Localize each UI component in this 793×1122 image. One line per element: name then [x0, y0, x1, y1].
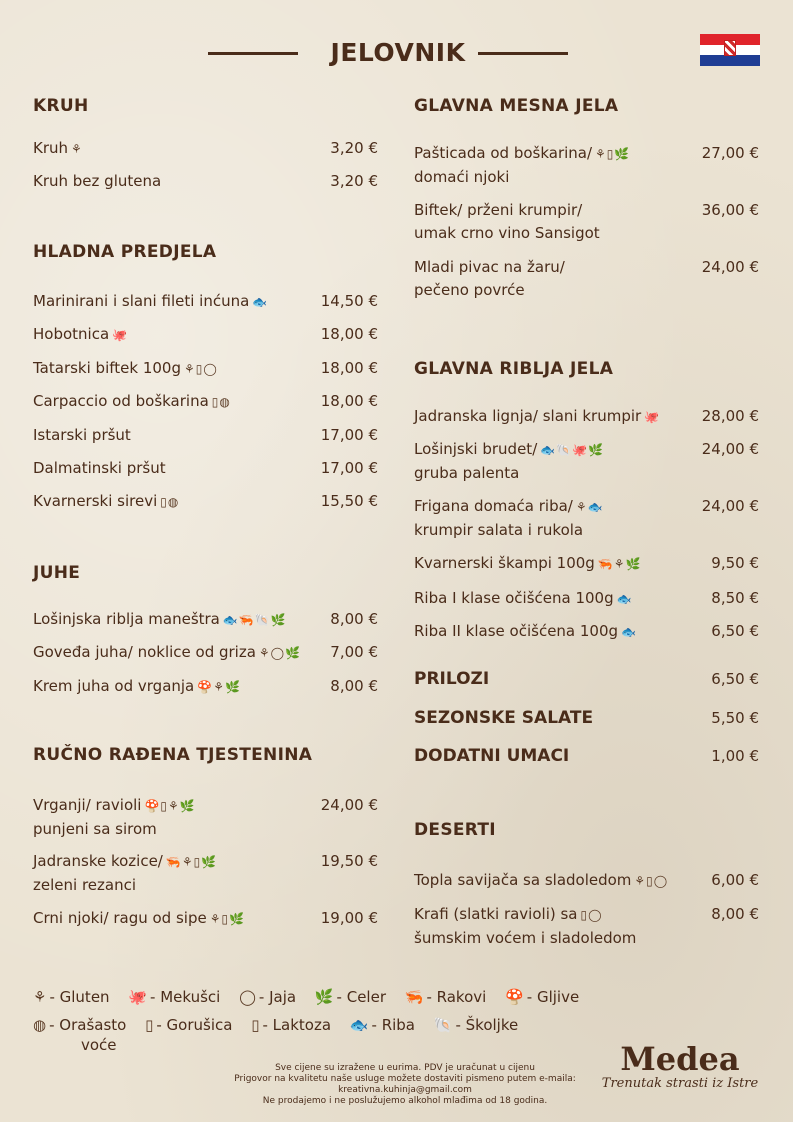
footer-notes: Sve cijene su izražene u eurima. PDV je uračunat u cijenu Prigovor na kvalitetu naše usluge možete dostaviti pismeno putem e-maila: kreativna.kuhinja@gmail.com Ne prodajemo i ne poslužujemo alkohol mlađima od 18 godina.	[230, 1063, 580, 1107]
menu-item: Kruh ⚘ 3,20 €	[33, 137, 378, 161]
header-line-left	[208, 52, 298, 55]
section-title-tjestenina: RUČNO RAĐENA TJESTENINA	[33, 745, 313, 765]
menu-item: Kruh bez glutena 3,20 €	[33, 170, 378, 193]
allergen-icons: 🐙	[112, 328, 129, 342]
legend-voce: voće	[81, 1036, 117, 1054]
price: 17,00 €	[320, 426, 378, 444]
price: 14,50 €	[320, 292, 378, 310]
price: 24,00 €	[320, 796, 378, 814]
page-title: JELOVNIK	[330, 38, 466, 67]
legend-rakovi: 🦐 - Rakovi	[404, 988, 487, 1006]
legend-orasasto: ◍ - Orašasto	[33, 1016, 127, 1034]
mustard-icon: ▯	[145, 1016, 154, 1034]
shrimp-icon: 🦐	[404, 988, 424, 1006]
section-title-kruh: KRUH	[33, 96, 89, 116]
legend-gorusica: ▯ - Gorušica	[145, 1016, 233, 1034]
price: 18,00 €	[320, 325, 378, 343]
menu-item: Jadranska lignja/ slani krumpir 🐙 28,00 €	[414, 405, 759, 429]
octopus-icon: 🐙	[128, 988, 148, 1006]
allergen-icons: ▯◍	[160, 495, 180, 509]
menu-item: Kvarnerski škampi 100g 🦐⚘🌿 9,50 €	[414, 552, 759, 576]
allergen-icons: ▯◍	[211, 395, 231, 409]
section-title-deserti: DESERTI	[414, 820, 496, 840]
price: 24,00 €	[701, 258, 759, 276]
section-title-mesna: GLAVNA MESNA JELA	[414, 96, 619, 116]
brand-name: Medea	[620, 1040, 740, 1078]
wheat-icon: ⚘	[33, 988, 47, 1006]
price: 8,50 €	[711, 589, 759, 607]
menu-item-umaci: DODATNI UMACI 1,00 €	[414, 746, 759, 766]
shell-icon: 🐚	[433, 1016, 453, 1034]
price: 18,00 €	[320, 359, 378, 377]
price: 6,50 €	[711, 622, 759, 640]
legend-gluten: ⚘ - Gluten	[33, 988, 110, 1006]
price: 15,50 €	[320, 492, 378, 510]
menu-item: Hobotnica 🐙 18,00 €	[33, 323, 378, 347]
brand-logo	[590, 1040, 770, 1091]
allergen-icons: 🦐⚘▯🌿	[165, 855, 218, 869]
menu-item: Pašticada od boškarina/ ⚘▯🌿 domaći njoki 27,00 €	[414, 144, 759, 186]
price: 6,50 €	[711, 670, 759, 688]
price: 18,00 €	[320, 392, 378, 410]
section-title-hladna: HLADNA PREDJELA	[33, 242, 217, 262]
allergen-icons: 🐟	[616, 592, 633, 606]
menu-item: Riba II klase očišćena 100g 🐟 6,50 €	[414, 620, 759, 644]
menu-item: Krafi (slatki ravioli) sa ▯◯ šumskim voćem i sladoledom 8,00 €	[414, 905, 759, 947]
allergen-icons: 🐙	[644, 410, 661, 424]
allergen-icons: 🐟🦐🐚🌿	[222, 613, 287, 627]
menu-item: Frigana domaća riba/ ⚘🐟 krumpir salata i rukola 24,00 €	[414, 497, 759, 539]
legend-riba: 🐟 - Riba	[349, 1016, 415, 1034]
allergen-icons: 🍄⚘🌿	[197, 680, 241, 694]
menu-item: Biftek/ prženi krumpir/ umak crno vino Sansigot 36,00 €	[414, 201, 759, 242]
milk-icon: ▯	[251, 1016, 260, 1034]
legend-row	[33, 988, 593, 1006]
price: 7,00 €	[330, 643, 378, 661]
allergen-icons: 🐟	[621, 625, 637, 639]
allergen-icons: ⚘🐟	[575, 500, 604, 514]
allergen-icons: 🐟	[252, 295, 269, 309]
menu-item-prilozi: PRILOZI 6,50 €	[414, 669, 759, 689]
menu-item: Crni njoki/ ragu od sipe ⚘▯🌿 19,00 €	[33, 907, 378, 931]
allergen-icons: ▯◯	[580, 908, 603, 922]
mushroom-icon: 🍄	[505, 988, 524, 1006]
menu-item: Goveđa juha/ noklice od griza ⚘◯🌿 7,00 €	[33, 641, 378, 665]
legend-mekusci: 🐙 - Mekušci	[128, 988, 221, 1006]
legend-gljive: 🍄 - Gljive	[505, 988, 580, 1006]
menu-item: Marinirani i slani fileti inćuna 🐟 14,50 €	[33, 290, 378, 314]
menu-item: Jadranske kozice/ 🦐⚘▯🌿 zeleni rezanci 19,50 €	[33, 852, 378, 894]
allergen-icons: ⚘▯🌿	[209, 912, 246, 926]
menu-item: Carpaccio od boškarina ▯◍ 18,00 €	[33, 390, 378, 414]
brand-tagline: Trenutak strasti iz Istre	[601, 1076, 759, 1091]
price: 36,00 €	[701, 201, 759, 219]
price: 8,00 €	[330, 677, 378, 695]
allergen-icons: ⚘◯🌿	[258, 646, 302, 660]
menu-item: Lošinjska riblja maneštra 🐟🦐🐚🌿 8,00 €	[33, 608, 378, 632]
price: 28,00 €	[701, 407, 759, 425]
header-line-right	[478, 52, 568, 55]
croatian-flag-icon[interactable]	[700, 34, 760, 66]
menu-item-salate: SEZONSKE SALATE 5,50 €	[414, 708, 759, 728]
menu-item: Vrganji/ ravioli 🍄▯⚘🌿 punjeni sa sirom 24,00 €	[33, 796, 378, 838]
section-title-riblja: GLAVNA RIBLJA JELA	[414, 359, 614, 379]
contact-email[interactable]: kreativna.kuhinja@gmail.com	[338, 1085, 472, 1095]
legend-row	[33, 1016, 532, 1034]
price: 3,20 €	[330, 172, 378, 190]
legend-laktoza: ▯ - Laktoza	[251, 1016, 332, 1034]
legend-jaja: ◯ - Jaja	[239, 988, 297, 1006]
allergen-icons: 🦐⚘🌿	[597, 557, 642, 571]
legend-skoljke: 🐚 - Školjke	[433, 1016, 519, 1034]
menu-item: Krem juha od vrganja 🍄⚘🌿 8,00 €	[33, 675, 378, 699]
price: 9,50 €	[711, 554, 759, 572]
allergen-icons: ⚘▯🌿	[595, 147, 631, 161]
allergen-icons: ⚘▯◯	[183, 362, 218, 376]
menu-item: Mladi pivac na žaru/ pečeno povrće 24,00 €	[414, 258, 759, 299]
menu-item: Tatarski biftek 100g ⚘▯◯ 18,00 €	[33, 357, 378, 381]
price: 24,00 €	[701, 497, 759, 515]
menu-item: Riba I klase očišćena 100g 🐟 8,50 €	[414, 587, 759, 611]
menu-item: Istarski pršut 17,00 €	[33, 424, 378, 447]
egg-icon: ◯	[239, 988, 256, 1006]
price: 3,20 €	[330, 139, 378, 157]
allergen-icons: 🍄▯⚘🌿	[144, 799, 196, 813]
allergen-icons: ⚘▯◯	[634, 874, 669, 888]
price: 17,00 €	[320, 459, 378, 477]
menu-item: Topla savijača sa sladoledom ⚘▯◯ 6,00 €	[414, 869, 759, 893]
allergen-icons: 🐟🐚🐙🌿	[540, 443, 605, 457]
price: 6,00 €	[711, 871, 759, 889]
price: 24,00 €	[701, 440, 759, 458]
price: 1,00 €	[711, 747, 759, 765]
menu-item: Kvarnerski sirevi ▯◍ 15,50 €	[33, 490, 378, 514]
section-title-juhe: JUHE	[33, 563, 81, 583]
legend-celer: 🌿 - Celer	[314, 988, 386, 1006]
menu-item: Dalmatinski pršut 17,00 €	[33, 457, 378, 480]
fish-icon: 🐟	[349, 1016, 369, 1034]
price: 5,50 €	[711, 709, 759, 727]
price: 8,00 €	[711, 905, 759, 923]
price: 27,00 €	[701, 144, 759, 162]
price: 8,00 €	[330, 610, 378, 628]
allergen-icons: ⚘	[71, 142, 83, 156]
menu-item: Lošinjski brudet/ 🐟🐚🐙🌿 gruba palenta 24,00 €	[414, 440, 759, 482]
price: 19,00 €	[320, 909, 378, 927]
nut-icon: ◍	[33, 1016, 47, 1034]
celery-icon: 🌿	[314, 988, 334, 1006]
menu-header	[0, 38, 793, 74]
price: 19,50 €	[320, 852, 378, 870]
